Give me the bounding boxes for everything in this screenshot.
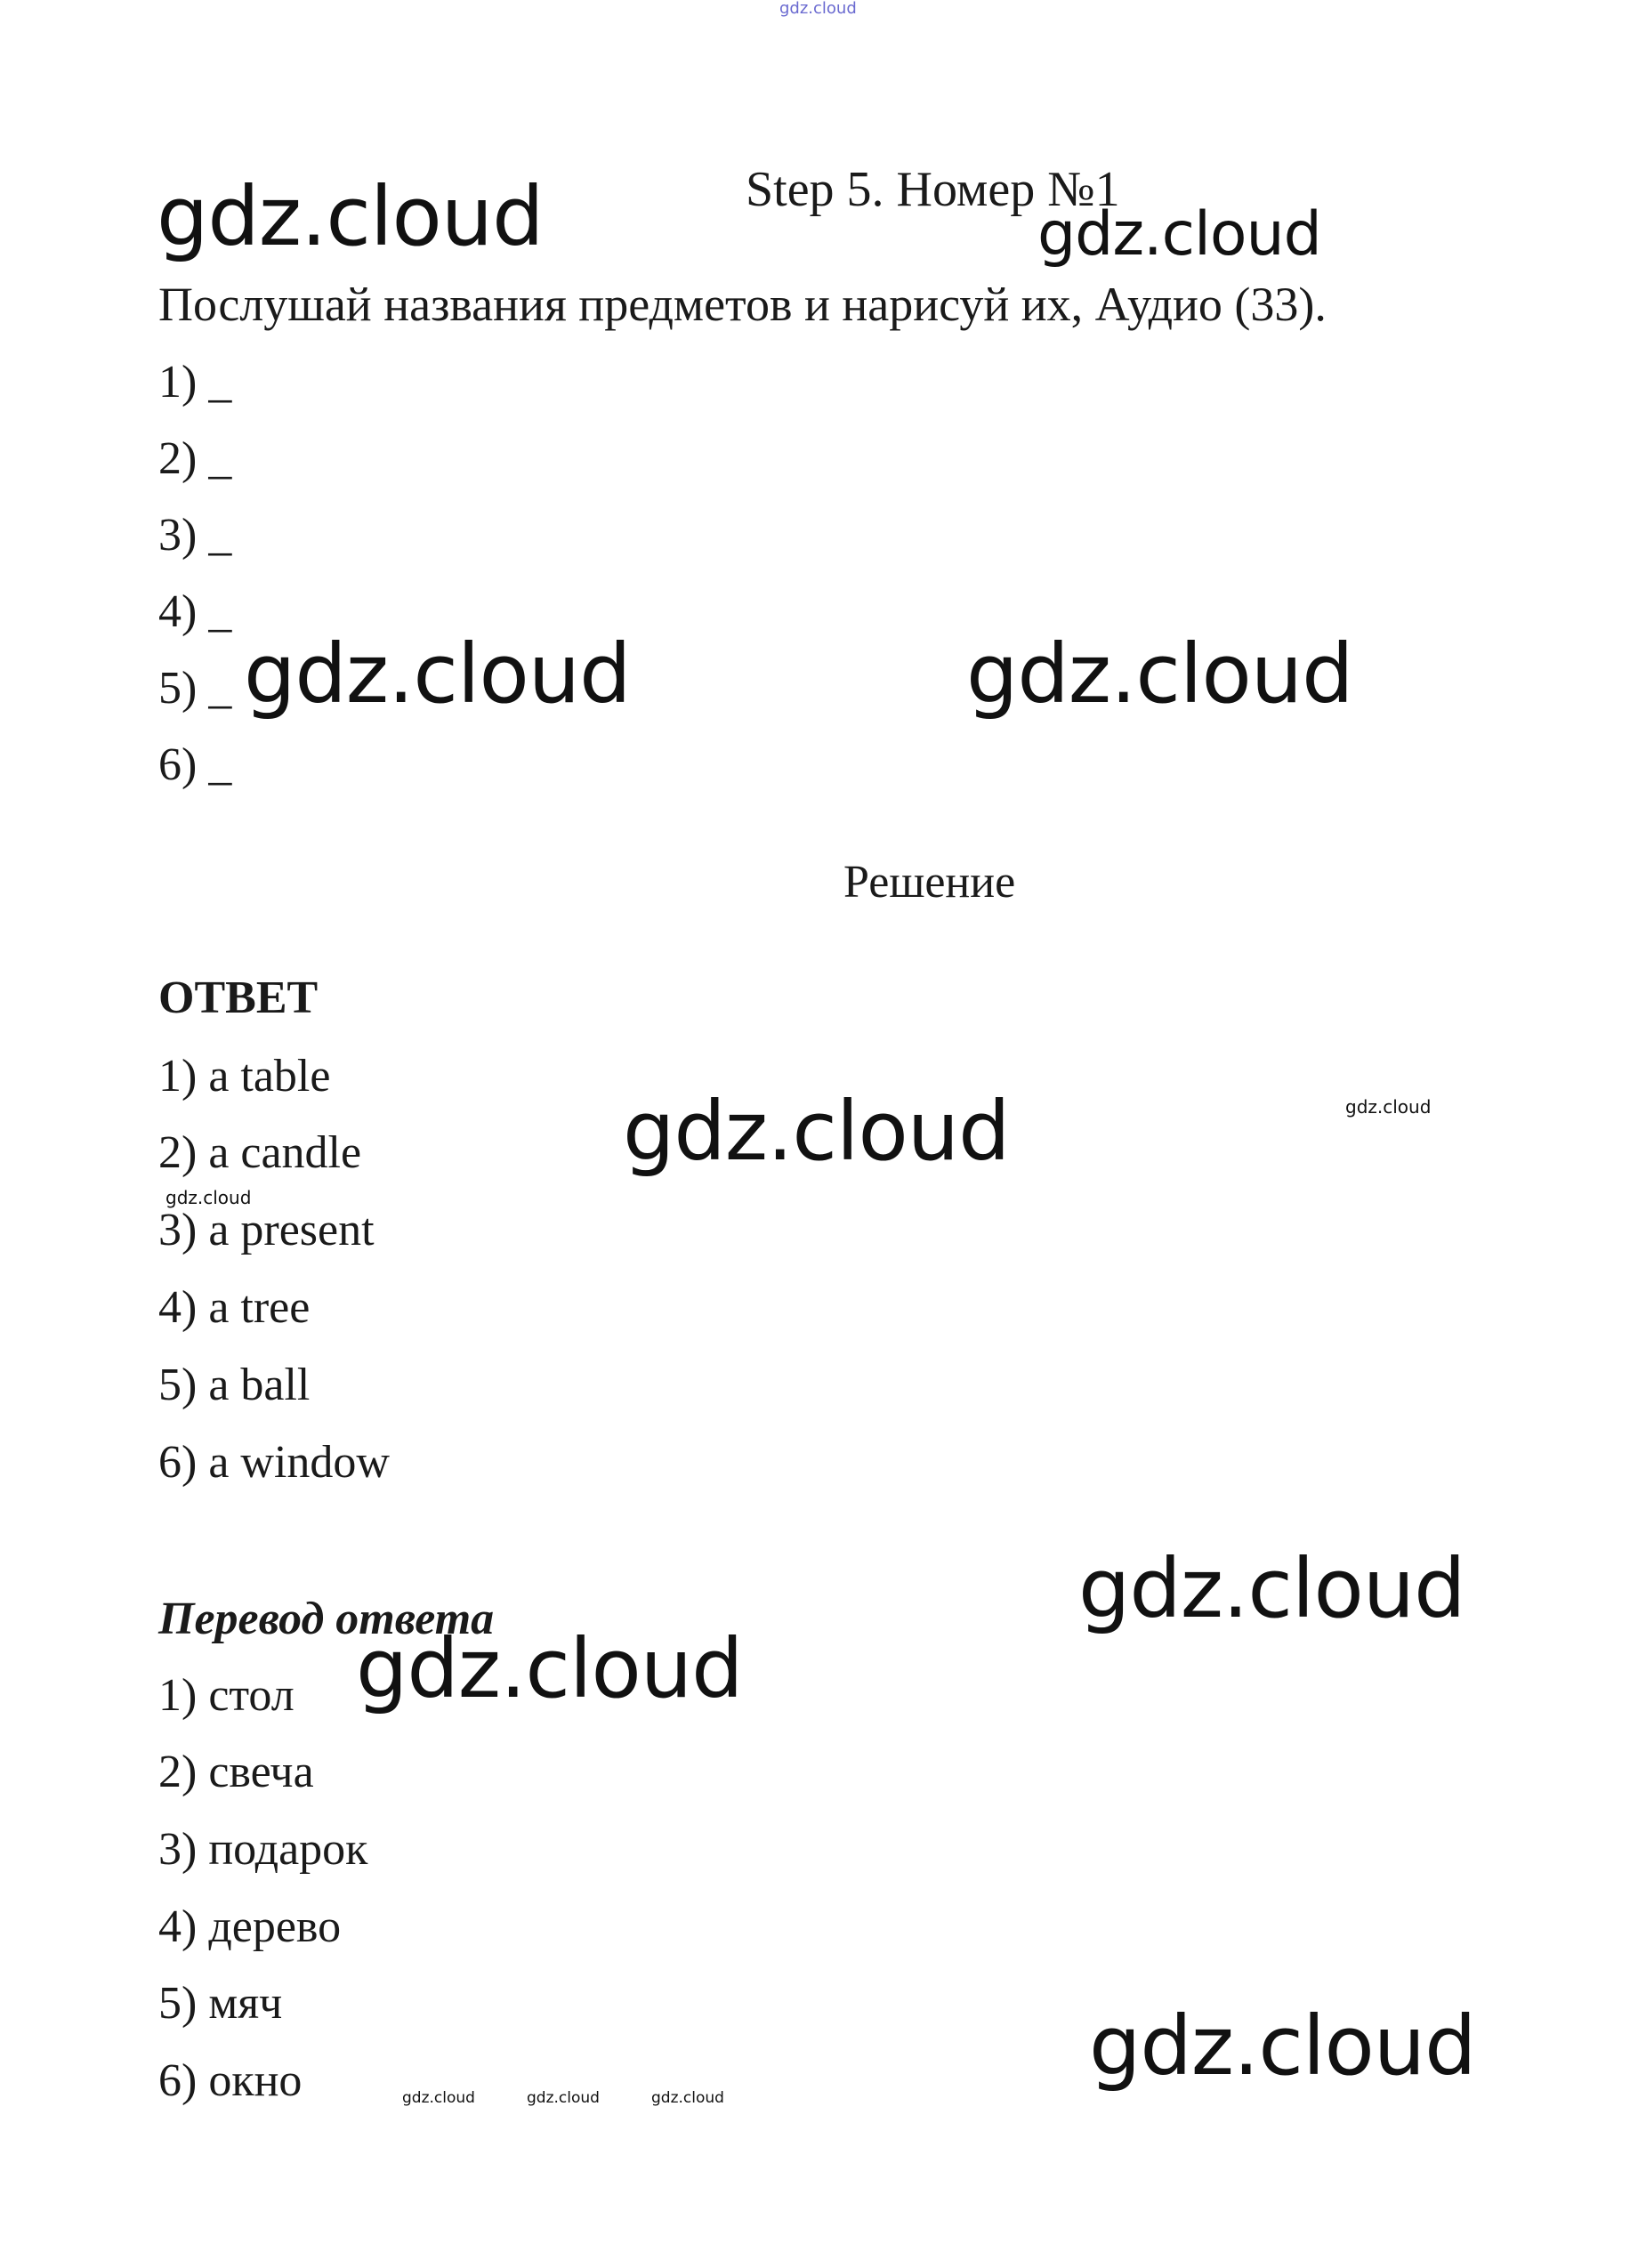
answer-heading: ОТВЕТ [158, 973, 319, 1023]
watermark-4: gdz.cloud [966, 626, 1353, 722]
watermark-1: gdz.cloud [157, 169, 544, 264]
solution-heading: Решение [843, 857, 1016, 908]
watermark-3: gdz.cloud [244, 626, 631, 722]
page-title: Step 5. Номер №1 [746, 162, 1120, 217]
translation-item-2: 2) свеча [158, 1747, 314, 1797]
translation-item-6: 6) окно [158, 2055, 303, 2106]
answer-item-5: 5) a ball [158, 1360, 311, 1410]
translation-item-4: 4) дерево [158, 1901, 342, 1952]
answer-item-2: 2) a candle [158, 1127, 362, 1178]
task-instruction: Послушай названия предметов и нарисуй их, Аудио (33). [158, 278, 1327, 331]
answer-item-4: 4) a tree [158, 1282, 311, 1333]
blank-item-1: 1) _ [158, 357, 232, 408]
watermark-8: gdz.cloud [1078, 1541, 1465, 1636]
answer-item-6: 6) a window [158, 1437, 390, 1488]
blank-item-5: 5) _ [158, 663, 232, 714]
translation-item-3: 3) подарок [158, 1824, 368, 1875]
blank-item-4: 4) _ [158, 586, 232, 637]
watermark-12: gdz.cloud [527, 2089, 600, 2107]
blank-item-2: 2) _ [158, 433, 232, 484]
translation-item-1: 1) стол [158, 1670, 295, 1721]
watermark-top: gdz.cloud [779, 0, 857, 18]
watermark-9: gdz.cloud [356, 1621, 743, 1716]
watermark-11: gdz.cloud [402, 2089, 475, 2107]
watermark-13: gdz.cloud [651, 2089, 724, 2107]
translation-heading: Перевод ответа [158, 1594, 495, 1644]
blank-item-6: 6) _ [158, 739, 232, 790]
watermark-6: gdz.cloud [1345, 1096, 1432, 1118]
answer-item-1: 1) a table [158, 1051, 331, 1102]
watermark-5: gdz.cloud [623, 1084, 1010, 1179]
answer-item-3: 3) a present [158, 1205, 375, 1255]
watermark-10: gdz.cloud [1089, 1998, 1476, 2094]
watermark-2: gdz.cloud [1037, 199, 1321, 270]
blank-item-3: 3) _ [158, 510, 232, 561]
translation-item-5: 5) мяч [158, 1978, 283, 2029]
watermark-7: gdz.cloud [165, 1187, 252, 1208]
